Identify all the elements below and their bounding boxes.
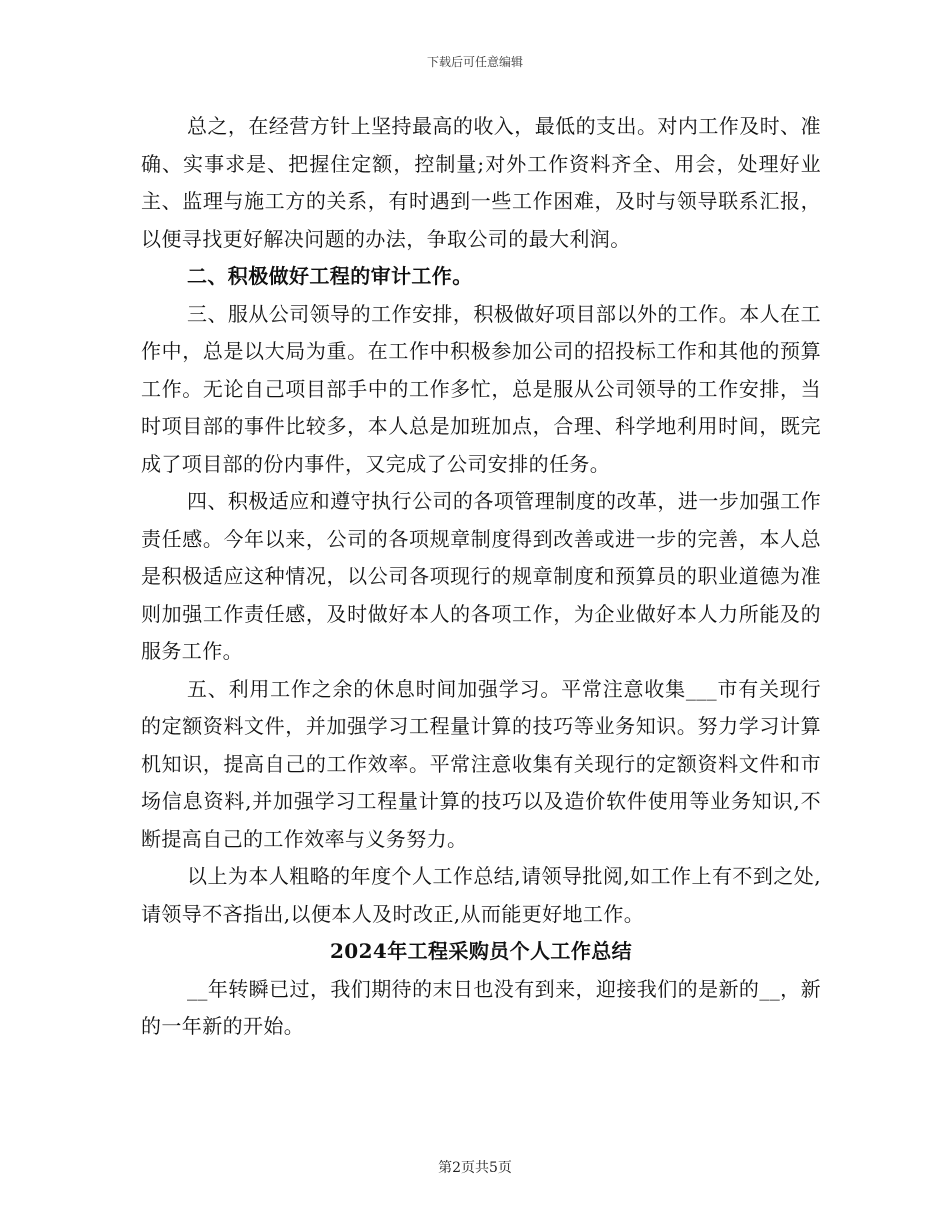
document-body <box>141 108 821 1046</box>
paragraph-intro: __年转瞬已过，我们期待的末日也没有到来，迎接我们的是新的__，新的一年新的开始。 <box>141 976 821 1038</box>
page-number: 第2页共5页 <box>438 1160 512 1176</box>
paragraph-section-four: 四、积极适应和遵守执行公司的各项管理制度的改革，进一步加强工作责任感。今年以来，公司的各项规章制度得到改善或进一步的完善，本人总是积极适应这种情况，以公司各项现行的规章制度和预算员的职业道德为准则加强工作责任感，及时做好本人的各项工作，为企业做好本人力所能及的服务工作。 <box>141 489 821 663</box>
section-heading-audit: 二、积极做好工程的审计工作。 <box>187 264 473 288</box>
page-header: 下载后可任意编辑 <box>426 55 523 69</box>
paragraph-section-five: 五、利用工作之余的休息时间加强学习。平常注意收集___市有关现行的定额资料文件，并加强学习工程量计算的技巧等业务知识。努力学习计算机知识，提高自己的工作效率。平常注意收集有关现行的定额资料文件和市场信息资料,并加强学习工程量计算的技巧以及造价软件使用等业务知识,不断提高自己的工作效率与义务努力。 <box>141 676 821 851</box>
document-title: 2024年工程采购员个人工作总结 <box>329 939 633 963</box>
paragraph-section-three: 三、服从公司领导的工作安排，积极做好项目部以外的工作。本人在工作中，总是以大局为重。在工作中积极参加公司的招投标工作和其他的预算工作。无论自己项目部手中的工作多忙，总是服从公司领导的工作安排，当时项目部的事件比较多，本人总是加班加点，合理、科学地利用时间，既完成了项目部的份内事件，又完成了公司安排的任务。 <box>141 301 821 476</box>
paragraph-summary: 总之，在经营方针上坚持最高的收入，最低的支出。对内工作及时、准确、实事求是、把握住定额，控制量;对外工作资料齐全、用会，处理好业主、监理与施工方的关系，有时遇到一些工作困难，及时与领导联系汇报，以便寻找更好解决问题的办法，争取公司的最大利润。 <box>141 114 821 251</box>
paragraph-closing: 以上为本人粗略的年度个人工作总结,请领导批阅,如工作上有不到之处,请领导不吝指出,以便本人及时改正,从而能更好地工作。 <box>141 864 821 926</box>
